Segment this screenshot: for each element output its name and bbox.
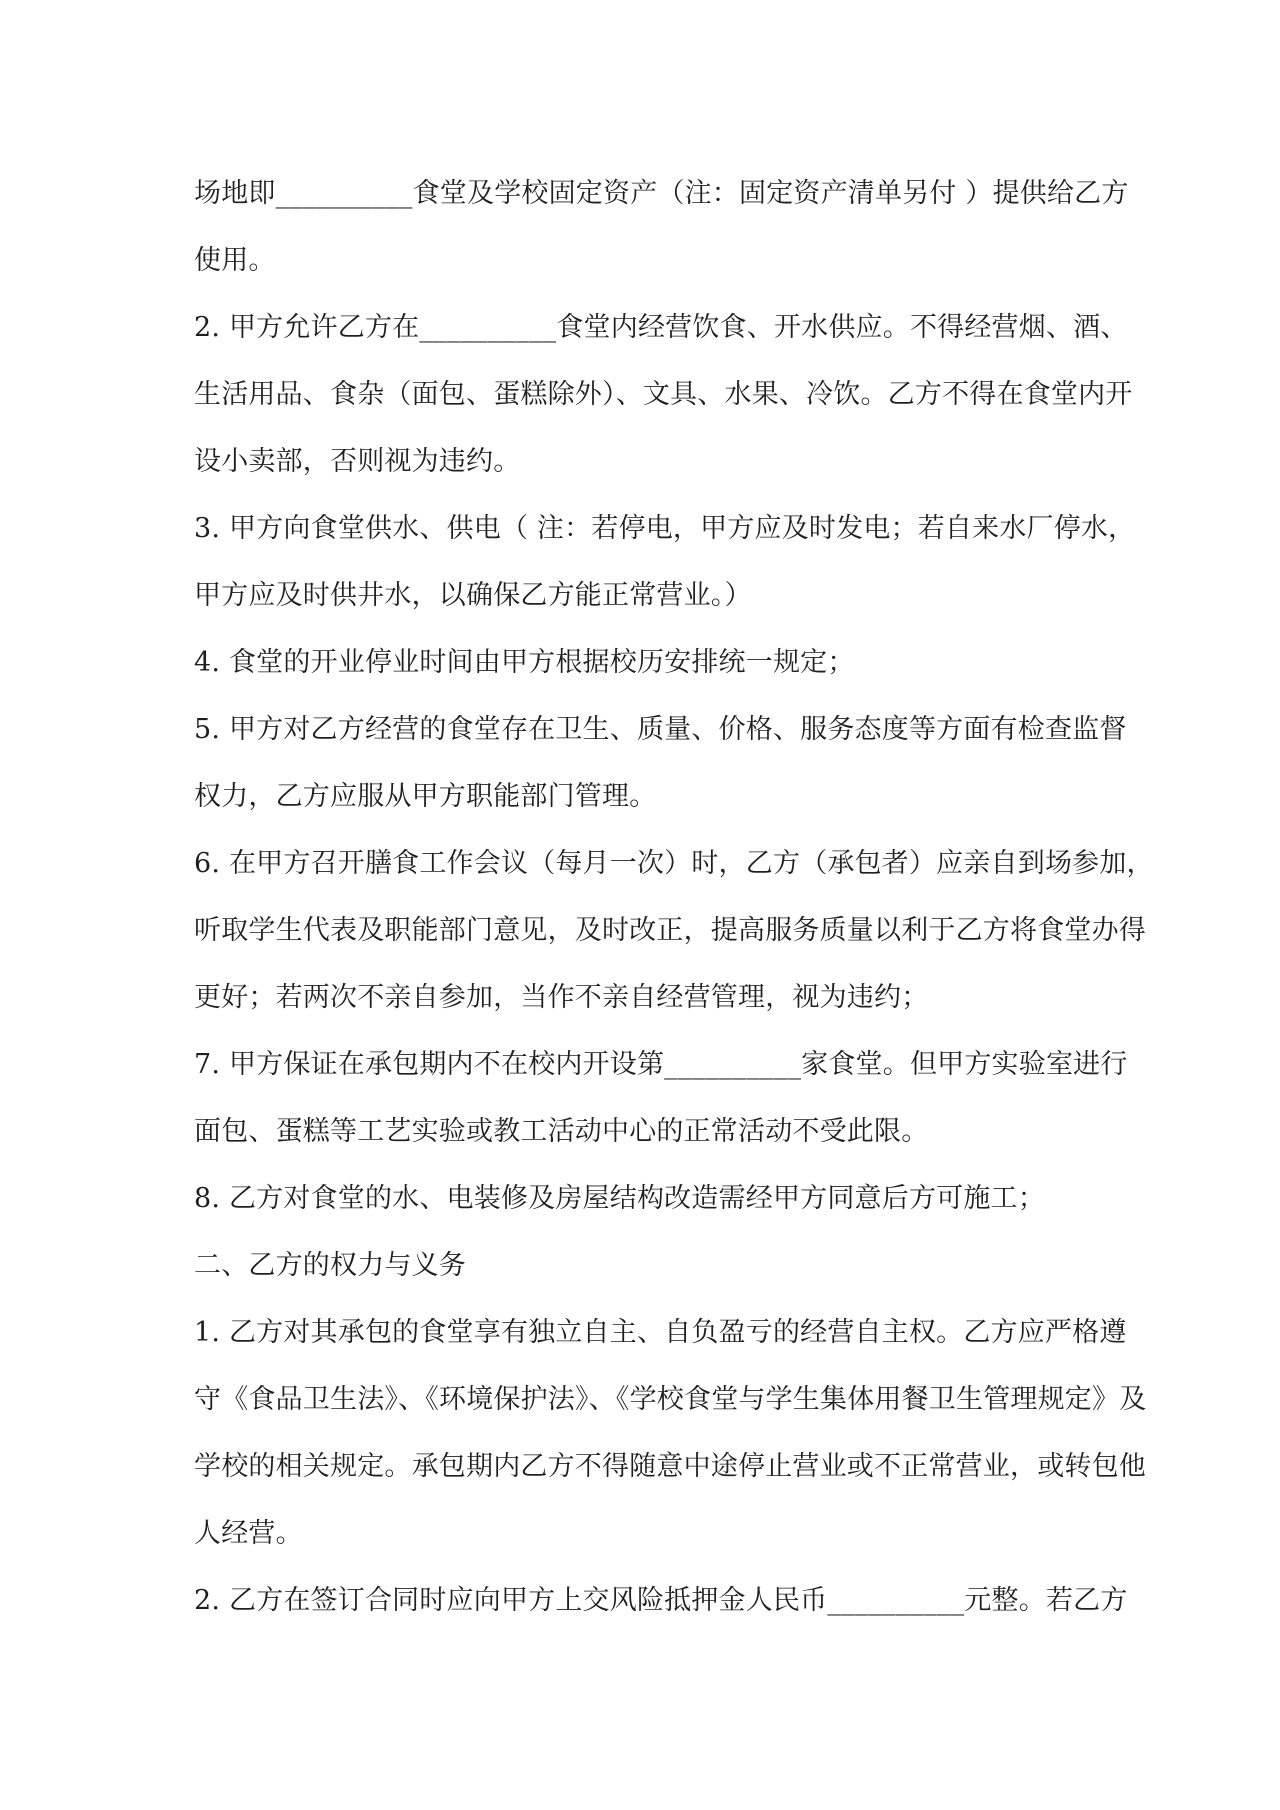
text-line: 3. 甲方向食堂供水、供电（ 注：若停电，甲方应及时发电；若自来水厂停水， [194,513,1136,544]
text-line: 面包、蛋糕等工艺实验或教工活动中心的正常活动不受此限。 [194,1116,929,1147]
section-heading: 二、乙方的权力与义务 [194,1250,466,1281]
document-page [194,160,1154,1634]
text-line: 使用。 [194,245,276,276]
text-line: 4. 食堂的开业停业时间由甲方根据校历安排统一规定； [194,647,855,678]
text-line: 场地即__________食堂及学校固定资产（注：固定资产清单另付 ）提供给乙方 [194,178,1129,209]
text-line: 8. 乙方对食堂的水、电装修及房屋结构改造需经甲方同意后方可施工； [194,1183,1045,1214]
text-line: 学校的相关规定。承包期内乙方不得随意中途停止营业或不正常营业，或转包他 [194,1451,1146,1482]
text-line: 听取学生代表及职能部门意见，及时改正，提高服务质量以利于乙方将食堂办得 [194,915,1146,946]
text-line: 人经营。 [194,1518,303,1549]
text-line: 7. 甲方保证在承包期内不在校内开设第__________家食堂。但甲方实验室进行 [194,1049,1128,1080]
text-line: 2. 甲方允许乙方在__________食堂内经营饮食、开水供应。不得经营烟、酒、 [194,312,1128,343]
text-line: 5. 甲方对乙方经营的食堂存在卫生、质量、价格、服务态度等方面有检查监督 [194,714,1127,745]
text-line: 生活用品、食杂（面包、蛋糕除外）、文具、水果、冷饮。乙方不得在食堂内开 [194,379,1133,410]
text-line: 权力，乙方应服从甲方职能部门管理。 [194,781,657,812]
text-line: 1. 乙方对其承包的食堂享有独立自主、自负盈亏的经营自主权。乙方应严格遵 [194,1317,1127,1348]
text-line: 守《食品卫生法》、《环境保护法》、《学校食堂与学生集体用餐卫生管理规定》及 [194,1384,1147,1415]
text-line: 6. 在甲方召开膳食工作会议（每月一次）时，乙方（承包者）应亲自到场参加， [194,848,1154,879]
text-line: 更好；若两次不亲自参加，当作不亲自经营管理，视为违约； [194,982,929,1013]
text-line: 2. 乙方在签订合同时应向甲方上交风险抵押金人民币__________元整。若乙方 [194,1585,1128,1616]
text-line: 甲方应及时供井水，以确保乙方能正常营业。） [194,580,752,611]
text-line: 设小卖部，否则视为违约。 [194,446,521,477]
